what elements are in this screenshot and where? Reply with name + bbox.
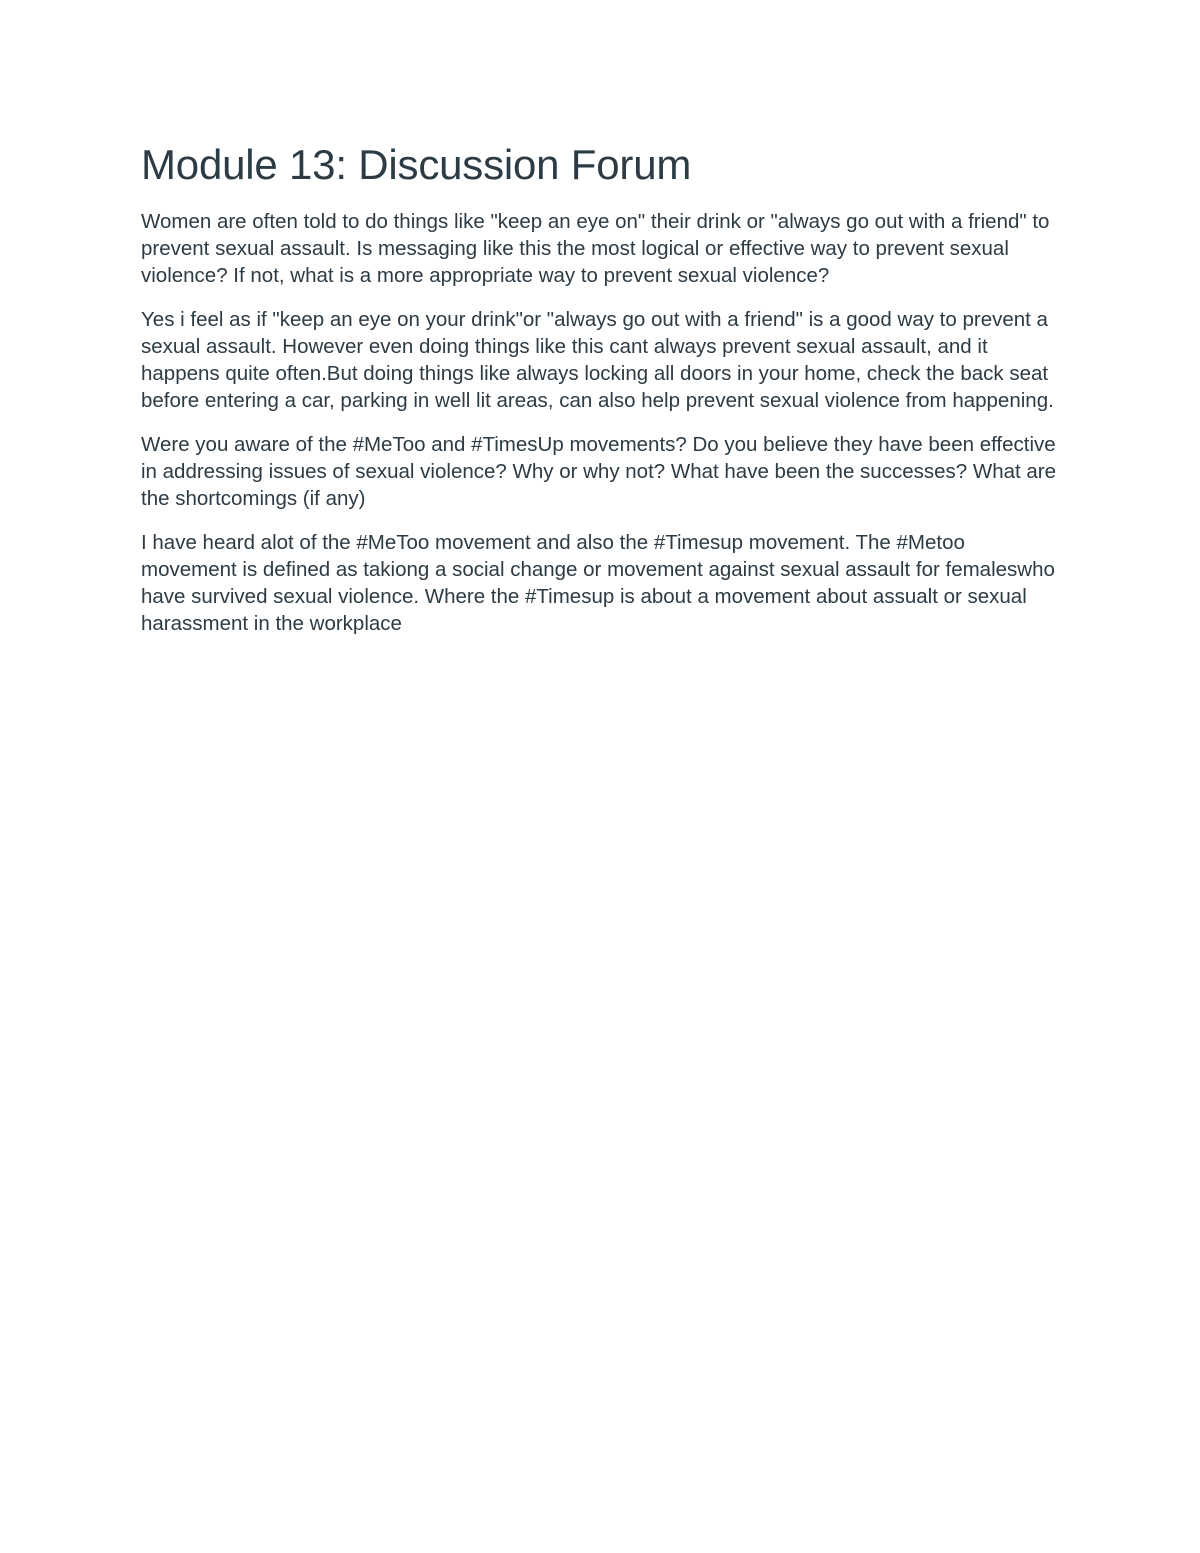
response-2: I have heard alot of the #MeToo movement and also the #Timesup movement. The #Metoo movement is defined as takiong a social change or movement against sexual assault for femaleswho have survived sexual violence. Where the #Timesup is about a movement about assualt or sexual harassment in the workplace [141, 531, 1055, 635]
document-body [141, 140, 1061, 654]
page-title: Module 13: Discussion Forum [141, 141, 692, 188]
response-1: Yes i feel as if "keep an eye on your drink"or "always go out with a friend" is a good way to prevent a sexual assault. However even doing things like this cant always prevent sexual assault, and it happens quite often.But doing things like always locking all doors in your home, check the back seat before entering a car, parking in well lit areas, can also help prevent sexual violence from happening. [141, 308, 1054, 412]
prompt-question-1: Women are often told to do things like "keep an eye on" their drink or "always go out with a friend" to prevent sexual assault. Is messaging like this the most logical or effective way to prevent sexual violence? If not, what is a more appropriate way to prevent sexual violence? [141, 210, 1050, 287]
prompt-question-2: Were you aware of the #MeToo and #TimesUp movements? Do you believe they have been effective in addressing issues of sexual violence? Why or why not? What have been the successes? What are the shortcomings (if any) [141, 433, 1057, 510]
